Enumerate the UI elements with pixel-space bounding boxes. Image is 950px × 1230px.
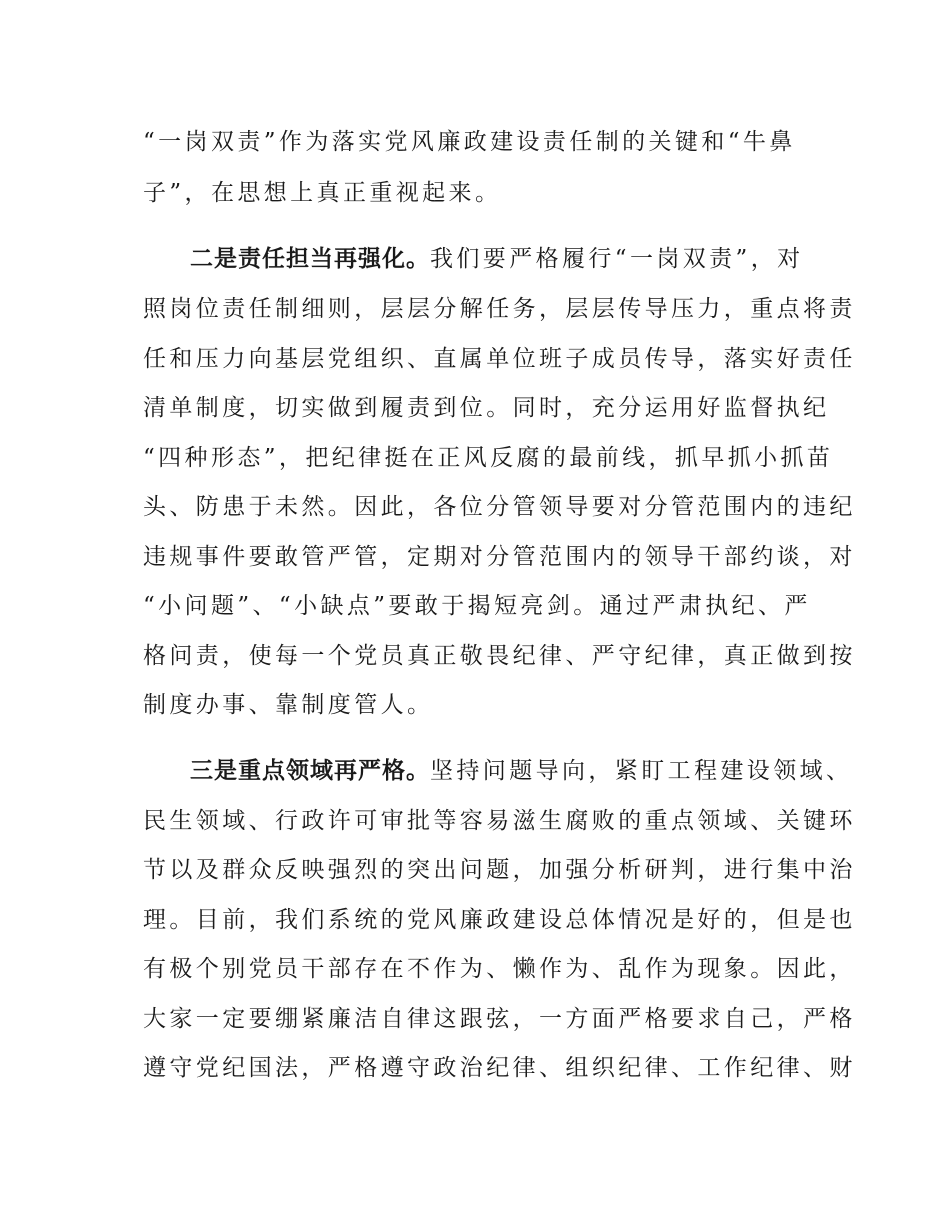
- paragraph-2-line: 清单制度，切实做到履责到位。同时，充分运用好监督执纪: [143, 395, 830, 421]
- paragraph-3-heading: 三是重点领域再严格。: [190, 758, 430, 784]
- paragraph-1-line-1: “一岗双责”作为落实党风廉政建设责任制的关键和“牛鼻: [143, 129, 796, 155]
- paragraph-2-line: 违规事件要敢管严管，定期对分管范围内的领导干部约谈，对: [143, 544, 856, 570]
- paragraph-2-line: 任和压力向基层党组织、直属单位班子成员传导，落实好责任: [143, 346, 856, 372]
- paragraph-2-line: “四种形态”，把纪律挺在正风反腐的最前线，抓早抓小抓苗: [143, 445, 834, 471]
- paragraph-2-line: 照岗位责任制细则，层层分解任务，层层传导压力，重点将责: [143, 296, 856, 322]
- paragraph-2-heading: 二是责任担当再强化。: [190, 246, 430, 272]
- paragraph-1-line-2: 子”，在思想上真正重视起来。: [143, 180, 502, 206]
- paragraph-3-line: 大家一定要绷紧廉洁自律这跟弦，一方面严格要求自己，严格: [143, 1006, 856, 1032]
- paragraph-3-first-line-text: 坚持问题导向，紧盯工程建设领域、: [430, 758, 853, 784]
- paragraph-2-line: 制度办事、靠制度管人。: [143, 692, 434, 718]
- paragraph-3-line: 有极个别党员干部存在不作为、懒作为、乱作为现象。因此，: [143, 956, 856, 982]
- paragraph-3-line: 节以及群众反映强烈的突出问题，加强分析研判，进行集中治: [143, 857, 856, 883]
- paragraph-2-line: “小问题”、“小缺点”要敢于揭短亮剑。通过严肃执纪、严: [143, 593, 811, 619]
- paragraph-2-line: 格问责，使每一个党员真正敬畏纪律、严守纪律，真正做到按: [143, 643, 856, 669]
- paragraph-2-first-line-text: 我们要严格履行“一岗双责”，对: [430, 246, 804, 272]
- paragraph-2-first-line: [190, 245, 804, 273]
- paragraph-3-first-line: [190, 757, 852, 785]
- paragraph-3-line: 遵守党纪国法，严格遵守政治纪律、组织纪律、工作纪律、财: [143, 1055, 856, 1081]
- paragraph-2-line: 头、防患于未然。因此，各位分管领导要对分管范围内的违纪: [143, 494, 856, 520]
- paragraph-3-line: 理。目前，我们系统的党风廉政建设总体情况是好的，但是也: [143, 907, 856, 933]
- paragraph-3-line: 民生领域、行政许可审批等容易滋生腐败的重点领域、关键环: [143, 808, 856, 834]
